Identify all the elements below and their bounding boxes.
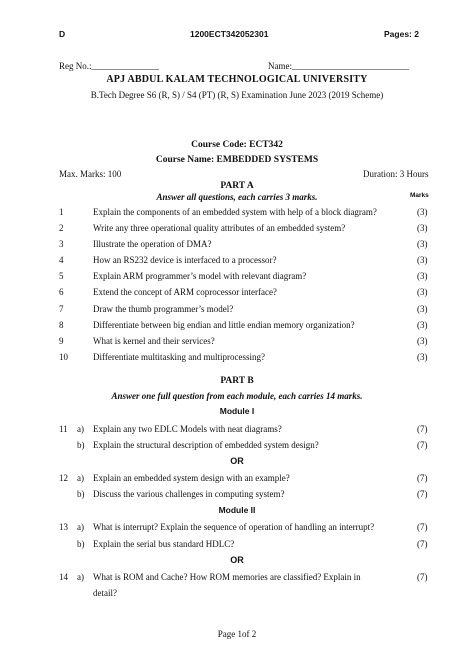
question-number: 6 bbox=[59, 287, 64, 297]
question-number: 4 bbox=[59, 255, 64, 265]
sub-question-label: a) bbox=[77, 522, 84, 532]
question-marks: (3) bbox=[417, 352, 428, 362]
question-marks: (3) bbox=[417, 271, 428, 281]
question-marks: (3) bbox=[417, 287, 428, 297]
question-text: What is ROM and Cache? How ROM memories are classified? Explain in bbox=[93, 572, 361, 582]
sub-question-label: a) bbox=[77, 473, 84, 483]
question-text: Differentiate multitasking and multiprocessing? bbox=[93, 352, 266, 362]
question-marks: (7) bbox=[417, 539, 428, 549]
question-text: What is interrupt? Explain the sequence of operation of handling an interrupt? bbox=[93, 522, 375, 532]
question-number: 12 bbox=[59, 473, 68, 483]
question-text: Differentiate between big endian and little endian memory organization? bbox=[93, 320, 355, 330]
question-marks: (7) bbox=[417, 572, 428, 582]
question-number: 10 bbox=[59, 352, 68, 362]
sub-question-label: a) bbox=[77, 572, 84, 582]
course-name: Course Name: EMBEDDED SYSTEMS bbox=[155, 155, 319, 165]
sub-question-label: b) bbox=[77, 440, 85, 450]
paper-code: 1200ECT342052301 bbox=[190, 29, 269, 39]
question-text: What is kernel and their services? bbox=[93, 336, 215, 346]
question-text: Draw the thumb programmer’s model? bbox=[93, 304, 234, 314]
page-footer: Page 1of 2 bbox=[217, 629, 257, 639]
part-b-instruction: Answer one full question from each module, each carries 14 marks. bbox=[111, 391, 363, 401]
reg-no-field: Reg No.:_______________ bbox=[59, 61, 159, 71]
question-number: 11 bbox=[59, 424, 68, 434]
question-text: Explain an embedded system design with an example? bbox=[93, 473, 290, 483]
question-marks: (3) bbox=[417, 304, 428, 314]
part-a-instruction: Answer all questions, each carries 3 marks. bbox=[156, 192, 318, 202]
question-marks: (3) bbox=[417, 207, 428, 217]
question-number: 9 bbox=[59, 336, 64, 346]
question-text: Discuss the various challenges in computing system? bbox=[93, 489, 285, 499]
question-text: Explain ARM programmer’s model with relevant diagram? bbox=[93, 271, 307, 281]
question-text: Explain the serial bus standard HDLC? bbox=[93, 539, 235, 549]
name-field: Name:__________________________ bbox=[268, 61, 409, 71]
question-marks: (7) bbox=[417, 440, 428, 450]
sub-question-label: b) bbox=[77, 539, 85, 549]
exam-title: B.Tech Degree S6 (R, S) / S4 (PT) (R, S) Examination June 2023 (2019 Scheme) bbox=[90, 90, 384, 100]
question-marks: (3) bbox=[417, 239, 428, 249]
module-1-heading: Module I bbox=[219, 406, 255, 416]
question-marks: (7) bbox=[417, 489, 428, 499]
part-a-title: PART A bbox=[220, 181, 254, 191]
marks-header: Marks bbox=[410, 192, 429, 199]
question-text: Explain the components of an embedded system with help of a block diagram? bbox=[93, 207, 377, 217]
sub-question-label: b) bbox=[77, 489, 85, 499]
or-divider: OR bbox=[230, 456, 244, 466]
question-marks: (3) bbox=[417, 223, 428, 233]
question-marks: (3) bbox=[417, 336, 428, 346]
question-text: Explain any two EDLC Models with neat diagrams? bbox=[93, 424, 282, 434]
question-marks: (3) bbox=[417, 255, 428, 265]
duration: Duration: 3 Hours bbox=[363, 169, 429, 179]
question-text: How an RS232 device is interfaced to a processor? bbox=[93, 255, 277, 265]
max-marks: Max. Marks: 100 bbox=[59, 169, 122, 179]
university-title: APJ ABDUL KALAM TECHNOLOGICAL UNIVERSITY bbox=[106, 74, 368, 85]
question-text: Explain the structural description of embedded system design? bbox=[93, 440, 319, 450]
question-marks: (3) bbox=[417, 320, 428, 330]
question-text: Write any three operational quality attributes of an embedded system? bbox=[93, 223, 346, 233]
question-number: 7 bbox=[59, 304, 64, 314]
question-number: 1 bbox=[59, 207, 64, 217]
question-text-continued: detail? bbox=[93, 588, 117, 598]
question-number: 13 bbox=[59, 522, 68, 532]
question-number: 2 bbox=[59, 223, 64, 233]
or-divider: OR bbox=[230, 555, 244, 565]
paper-set-letter: D bbox=[59, 29, 66, 39]
course-code: Course Code: ECT342 bbox=[191, 140, 283, 150]
question-text: Extend the concept of ARM coprocessor interface? bbox=[93, 287, 277, 297]
sub-question-label: a) bbox=[77, 424, 84, 434]
question-number: 8 bbox=[59, 320, 64, 330]
question-marks: (7) bbox=[417, 522, 428, 532]
question-marks: (7) bbox=[417, 473, 428, 483]
question-number: 3 bbox=[59, 239, 64, 249]
module-2-heading: Module II bbox=[218, 505, 256, 515]
question-number: 5 bbox=[59, 271, 64, 281]
question-text: Illustrate the operation of DMA? bbox=[93, 239, 212, 249]
part-b-title: PART B bbox=[220, 376, 254, 386]
question-marks: (7) bbox=[417, 424, 428, 434]
page-count: Pages: 2 bbox=[384, 29, 419, 39]
question-number: 14 bbox=[59, 572, 68, 582]
